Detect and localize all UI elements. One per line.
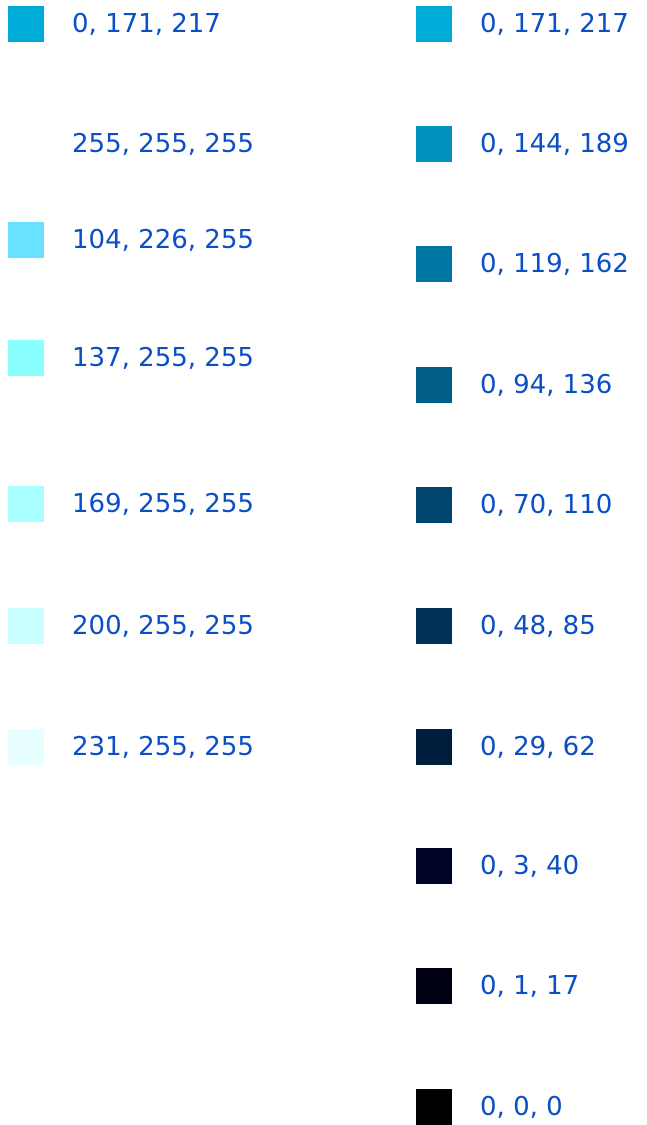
rgb-label: 0, 48, 85 xyxy=(480,611,596,641)
color-swatch xyxy=(416,6,452,42)
color-swatch xyxy=(416,126,452,162)
color-swatch xyxy=(416,367,452,403)
swatch-row xyxy=(416,126,647,162)
color-swatch xyxy=(416,487,452,523)
rgb-label: 0, 3, 40 xyxy=(480,851,580,881)
swatch-row xyxy=(416,1089,647,1125)
color-swatch xyxy=(416,968,452,1004)
rgb-label: 137, 255, 255 xyxy=(72,343,254,373)
rgb-label: 0, 171, 217 xyxy=(480,9,629,39)
swatch-row xyxy=(416,729,647,765)
color-swatch xyxy=(8,6,44,42)
swatch-row xyxy=(8,6,248,42)
color-swatch xyxy=(8,340,44,376)
rgb-label: 0, 94, 136 xyxy=(480,370,613,400)
rgb-label: 200, 255, 255 xyxy=(72,611,254,641)
rgb-label: 0, 70, 110 xyxy=(480,490,613,520)
swatch-row xyxy=(8,340,254,376)
swatch-row xyxy=(416,608,647,644)
rgb-label: 169, 255, 255 xyxy=(72,489,254,519)
rgb-label: 255, 255, 255 xyxy=(72,129,254,159)
swatch-row xyxy=(8,222,254,258)
color-swatch xyxy=(8,222,44,258)
swatch-row xyxy=(8,486,254,522)
color-swatch xyxy=(416,848,452,884)
rgb-label: 0, 144, 189 xyxy=(480,129,629,159)
color-swatch xyxy=(8,608,44,644)
swatch-row xyxy=(8,608,254,644)
color-swatch xyxy=(8,126,44,162)
swatch-row xyxy=(416,246,647,282)
rgb-label: 0, 119, 162 xyxy=(480,249,629,279)
color-swatch xyxy=(8,486,44,522)
swatch-row xyxy=(416,6,647,42)
rgb-label: 0, 1, 17 xyxy=(480,971,580,1001)
rgb-label: 0, 29, 62 xyxy=(480,732,596,762)
swatch-row xyxy=(8,126,254,162)
swatch-row xyxy=(416,848,647,884)
rgb-label: 231, 255, 255 xyxy=(72,732,254,762)
swatch-row xyxy=(416,487,647,523)
rgb-label: 104, 226, 255 xyxy=(72,225,254,255)
color-swatch xyxy=(416,1089,452,1125)
color-swatch xyxy=(416,608,452,644)
rgb-label: 0, 171, 217 xyxy=(72,9,221,39)
swatch-row xyxy=(8,729,254,765)
swatch-row xyxy=(416,968,647,1004)
color-swatch xyxy=(416,246,452,282)
rgb-label: 0, 0, 0 xyxy=(480,1092,563,1122)
color-swatch xyxy=(416,729,452,765)
color-swatch xyxy=(8,729,44,765)
swatch-row xyxy=(416,367,647,403)
